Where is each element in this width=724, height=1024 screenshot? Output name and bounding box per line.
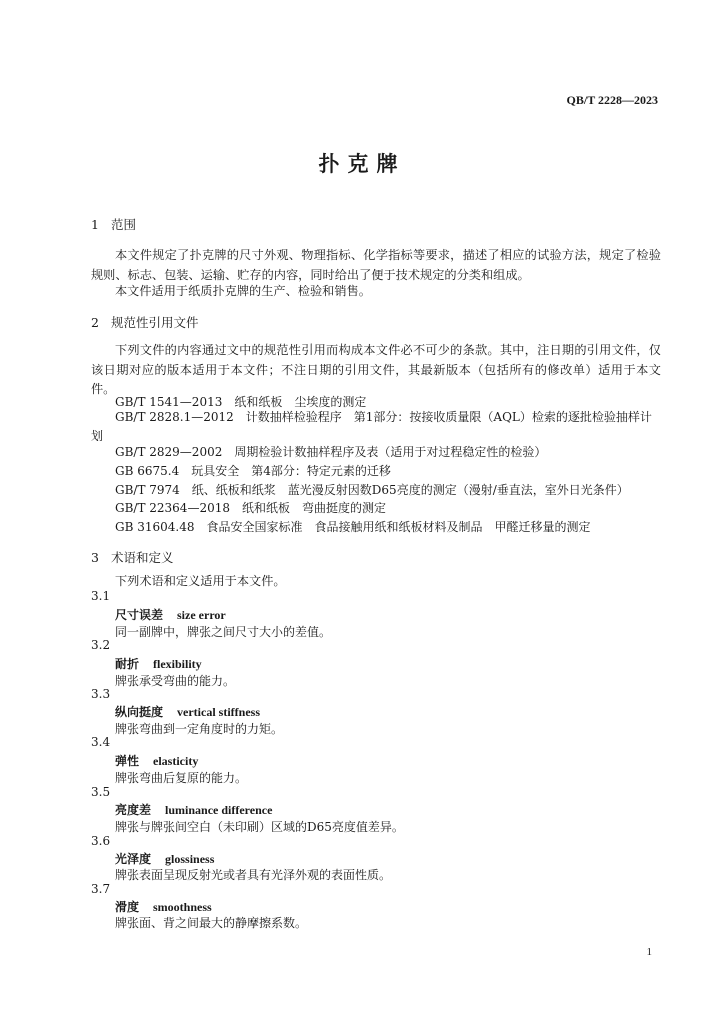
term-definition: 牌张弯曲到一定角度时的力矩。 [115,722,284,736]
term-definition: 牌张承受弯曲的能力。 [115,674,236,688]
section-title: 范围 [111,217,137,232]
section-2-heading [91,313,199,331]
term-number: 3.4 [91,735,111,749]
section-3-heading [91,548,174,566]
section-2-paragraph-1: 下列文件的内容通过文中的规范性引用而构成本文件必不可少的条款。其中，注日期的引用文件，仅该日期对应的版本适用于本文件；不注日期的引用文件，其最新版本（包括所有的修改单）适用于本文件。 [91,343,661,396]
term-definition: 牌张表面呈现反射光或者具有光泽外观的表面性质。 [115,868,392,882]
reference-item: GB/T 2828.1—2012 计数抽样检验程序 第1部分：按接收质量限（AQL）检索的逐批检验抽样计划 [91,410,652,443]
term-en: elasticity [153,754,199,768]
section-1-paragraph-2: 本文件适用于纸质扑克牌的生产、检验和销售。 [115,284,371,298]
term-zh: 亮度差 [115,803,152,817]
document-title: 扑克牌 [318,151,406,176]
section-3-paragraph-1: 下列术语和定义适用于本文件。 [115,574,286,588]
section-number: 3 [91,550,99,565]
term-zh: 纵向挺度 [115,705,164,719]
term-heading [115,898,212,915]
term-zh: 耐折 [115,657,140,671]
term-heading [115,655,202,672]
term-heading [115,850,214,867]
section-number: 2 [91,315,99,330]
term-number: 3.3 [91,687,111,701]
term-zh: 尺寸误差 [115,608,164,622]
page-number: 1 [646,946,652,958]
reference-item: GB/T 22364—2018 纸和纸板 弯曲挺度的测定 [115,501,386,515]
term-en: vertical stiffness [177,705,260,719]
section-title: 术语和定义 [111,550,174,565]
term-definition: 牌张面、背之间最大的静摩擦系数。 [115,916,308,930]
reference-item: GB 6675.4 玩具安全 第4部分：特定元素的迁移 [115,464,391,478]
term-definition: 同一副牌中，牌张之间尺寸大小的差值。 [115,625,332,639]
term-zh: 弹性 [115,754,140,768]
term-en: flexibility [153,657,202,671]
term-en: glossiness [165,852,215,866]
section-1-paragraph-1: 本文件规定了扑克牌的尺寸外观、物理指标、化学指标等要求，描述了相应的试验方法，规定了检验规则、标志、包装、运输、贮存的内容，同时给出了便于技术规定的分类和组成。 [91,248,661,282]
term-heading [115,703,260,720]
term-number: 3.7 [91,882,111,896]
reference-item: GB 31604.48 食品安全国家标准 食品接触用纸和纸板材料及制品 甲醛迁移量的测定 [115,520,591,534]
term-zh: 光泽度 [115,852,152,866]
standard-code: QB/T 2228—2023 [566,93,658,107]
term-en: size error [177,608,226,622]
term-number: 3.2 [91,638,111,652]
reference-item: GB/T 2829—2002 周期检验计数抽样程序及表（适用于对过程稳定性的检验） [115,445,547,459]
term-en: luminance difference [165,803,273,817]
term-heading [115,752,198,769]
term-heading [115,801,272,818]
term-zh: 滑度 [115,900,140,914]
term-heading [115,606,226,623]
section-title: 规范性引用文件 [111,315,199,330]
reference-item: GB/T 7974 纸、纸板和纸浆 蓝光漫反射因数D65亮度的测定（漫射/垂直法，室外日光条件） [115,483,629,497]
term-en: smoothness [153,900,212,914]
reference-item: GB/T 1541—2013 纸和纸板 尘埃度的测定 [115,395,367,409]
term-definition: 牌张与牌张间空白（未印刷）区域的D65亮度值差异。 [115,820,404,834]
section-1-heading [91,215,136,233]
term-number: 3.1 [91,589,111,603]
term-number: 3.6 [91,834,111,848]
term-number: 3.5 [91,785,111,799]
term-definition: 牌张弯曲后复原的能力。 [115,771,248,785]
section-number: 1 [91,217,99,232]
